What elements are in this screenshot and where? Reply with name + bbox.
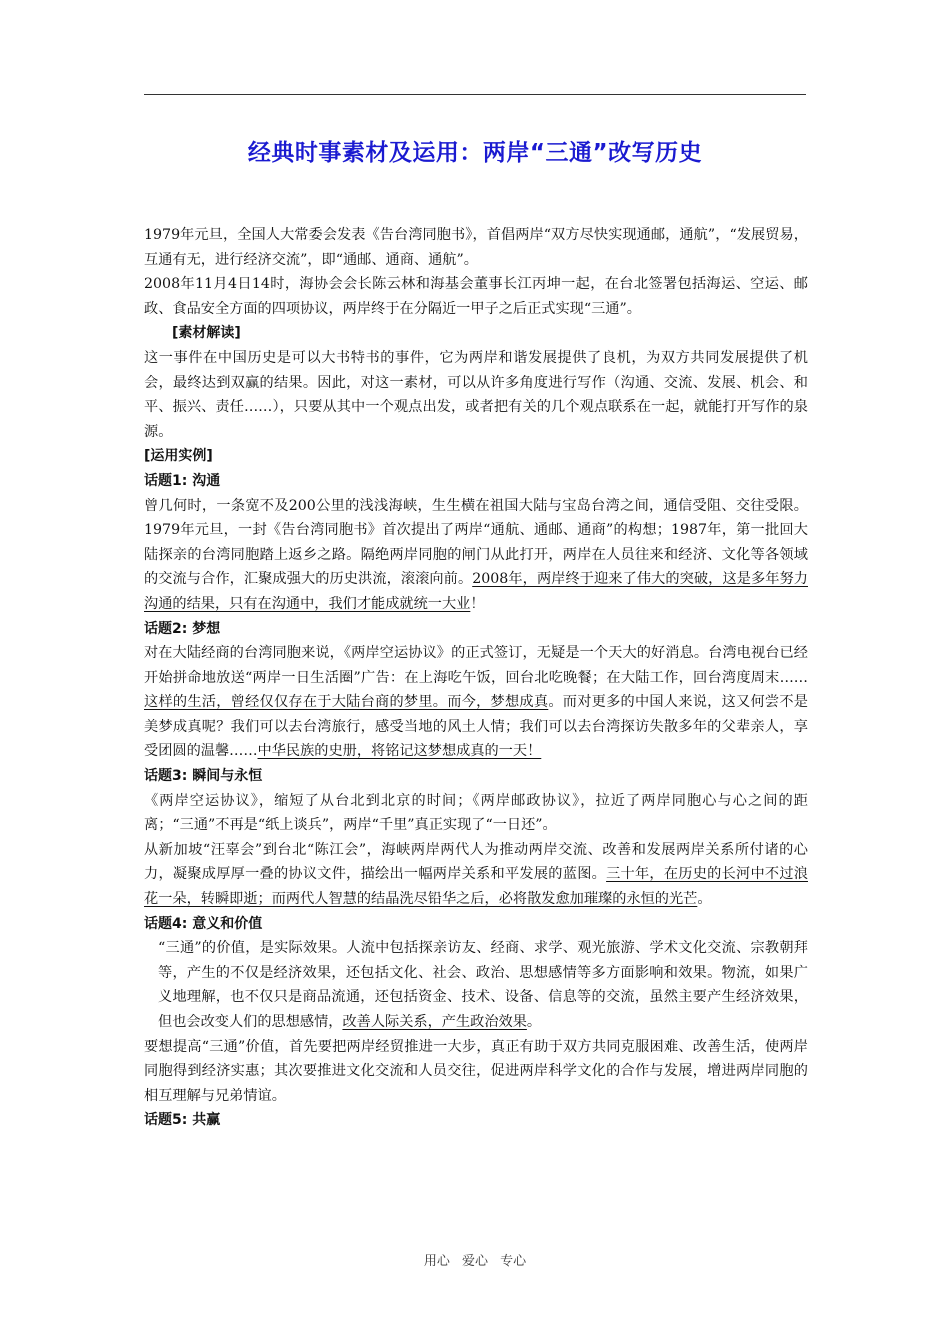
analysis-heading: [素材解读] bbox=[172, 325, 241, 342]
intro-paragraph-1: 1979年元旦，全国人大常委会发表《告台湾同胞书》，首倡两岸“双方尽快实现通邮，通航”，“发展贸易，互通有无，进行经济交流”，即“通邮、通商、通航”。 bbox=[144, 227, 808, 268]
page-footer: 用心 爱心 专心 bbox=[423, 1254, 527, 1269]
header-rule bbox=[144, 94, 806, 95]
topic5-heading: 话题5: 共赢 bbox=[144, 1112, 221, 1129]
topic1-end: ！ bbox=[470, 595, 485, 612]
topic4-underlined: 改善人际关系，产生政治效果 bbox=[342, 1014, 527, 1030]
topic2-underlined1: 这样的生活，曾经仅仅存在于大陆台商的梦里。而今，梦想成真 bbox=[144, 694, 549, 711]
topic3-heading: 话题3: 瞬间与永恒 bbox=[144, 768, 263, 785]
document-title: 经典时事素材及运用：两岸“三通”改写历史 bbox=[247, 140, 703, 166]
topic2-heading: 话题2: 梦想 bbox=[144, 620, 221, 637]
topic1-heading: 话题1: 沟通 bbox=[144, 472, 221, 489]
topic1-text: 曾几何时，一条宽不及200公里的浅浅海峡，生生横在祖国大陆与宝岛台湾之间，通信受阻、交往受限。1979年元旦，一封《告台湾同胞书》首次提出了两岸“通航、通邮、通商”的构想；1987年，第一批回大陆探亲的台湾同胞踏上返乡之路。隔绝两岸同胞的闸门从此打开，两岸在人员往来和经济、文化等各领域的交流与合作，汇聚成强大的历史洪流，滚滚向前。 bbox=[144, 497, 808, 588]
examples-heading: [运用实例] bbox=[144, 448, 213, 465]
topic2-text1: 对在大陆经商的台湾同胞来说，《两岸空运协议》的正式签订，无疑是一个天大的好消息。台湾电视台已经开始拼命地放送“两岸一日生活圈”广告：在上海吃午饭，回台北吃晚餐；在大陆工作，回台湾度周末…… bbox=[144, 645, 808, 686]
topic1-underlined: 2008年，两岸终于迎来了伟大的突破，这是多年努力沟通的结果，只有在沟通中，我们才能成就统一大业 bbox=[144, 571, 808, 612]
topic3-paragraph-1: 《两岸空运协议》，缩短了从台北到北京的时间；《两岸邮政协议》，拉近了两岸同胞心与心之间的距离；“三通”不再是“纸上谈兵”，两岸“千里”真正实现了“一日还”。 bbox=[144, 792, 808, 834]
topic4-heading: 话题4: 意义和价值 bbox=[144, 915, 263, 932]
topic4-paragraph-2: 要想提高“三通”价值，首先要把两岸经贸推进一大步，真正有助于双方共同克服困难、改善生活，使两岸同胞得到经济实惠；其次要推进文化交流和人员交往，促进两岸科学文化的合作与发展，增进两岸同胞的相互理解与兄弟情谊。 bbox=[144, 1038, 808, 1104]
topic2-paragraph bbox=[144, 641, 808, 764]
topic3-underlined: 三十年，在历史的长河中不过浪花一朵，转瞬即逝；而两代人智慧的结晶洗尽铅华之后，必将散发愈加璀璨的永恒的光芒 bbox=[144, 866, 808, 908]
topic2-underlined2: 中华民族的史册，将铭记这梦想成真的一天！ bbox=[257, 743, 542, 760]
topic4-end: 。 bbox=[526, 1014, 542, 1030]
topic4-paragraph-1 bbox=[144, 936, 808, 1034]
topic3-text: 从新加坡“汪辜会”到台北“陈江会”，海峡两岸两代人为推动两岸交流、改善和发展两岸关系所付诸的心力，凝聚成厚厚一叠的协议文件，描绘出一幅两岸关系和平发展的蓝图。 bbox=[144, 841, 808, 883]
topic3-paragraph-2 bbox=[144, 838, 808, 912]
intro-paragraph-2: 2008年11月4日14时，海协会会长陈云林和海基会董事长江丙坤一起，在台北签署包括海运、空运、邮政、食品安全方面的四项协议，两岸终于在分隔近一甲子之后正式实现“三通”。 bbox=[144, 276, 808, 317]
topic3-end: 。 bbox=[697, 891, 712, 908]
topic1-paragraph bbox=[144, 494, 808, 617]
topic4-text: “三通”的价值，是实际效果。人流中包括探亲访友、经商、求学、观光旅游、学术文化交流、宗教朝拜等，产生的不仅是经济效果，还包括文化、社会、政治、思想感情等多方面影响和效果。物流，如果广义地理解，也不仅只是商品流通，还包括资金、技术、设备、信息等的交流，虽然主要产生经济效果，但也会改变人们的思想感情， bbox=[158, 940, 808, 1030]
topic2-text2: 。而对更多的中国人来说，这又何尝不是美梦成真呢？我们可以去台湾旅行，感受当地的风土人情；我们可以去台湾探访失散多年的父辈亲人，享受团圆的温馨…… bbox=[144, 694, 808, 760]
document-body bbox=[144, 223, 808, 1133]
analysis-text: 这一事件在中国历史是可以大书特书的事件，它为两岸和谐发展提供了良机，为双方共同发展提供了机会，最终达到双赢的结果。因此，对这一素材，可以从许多角度进行写作（沟通、交流、发展、机会、和平、振兴、责任……），只要从其中一个观点出发，或者把有关的几个观点联系在一起，就能打开写作的泉源。 bbox=[144, 349, 808, 440]
